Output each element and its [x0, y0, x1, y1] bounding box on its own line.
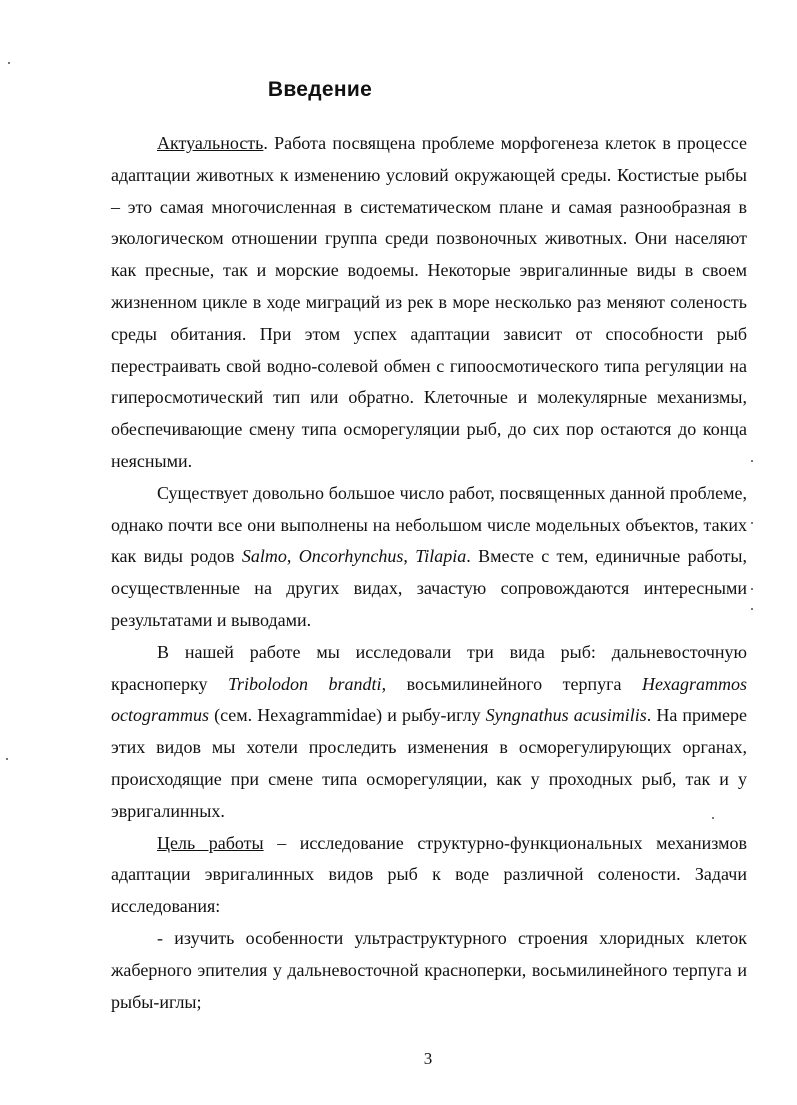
species-text: В нашей работе мы исследовали три вида рыб: дальневосточную красноперку: [111, 641, 747, 694]
page-number: 3: [423, 1049, 433, 1068]
species-text-end: . На примере этих видов мы хотели проследить изменения в осморегулирующих органах, происходящие при смене типа осморегуляции, как у проходных рыб, так и у эвригалинных.: [111, 705, 748, 821]
genus-salmo: Salmo: [241, 546, 287, 567]
paragraph-species: [111, 637, 747, 828]
scan-speck: [6, 758, 8, 760]
page-title: Введение: [267, 78, 373, 101]
body-text: [111, 128, 747, 1018]
scan-speck: [751, 588, 753, 590]
genus-oncorhynchus: Oncorhynchus: [298, 546, 404, 567]
separator: ,: [403, 546, 416, 567]
scan-speck: [8, 62, 10, 64]
scan-speck: [712, 817, 714, 819]
scan-speck: [751, 522, 753, 524]
genus-tilapia: Tilapia: [415, 546, 467, 567]
aim-label: Цель работы: [157, 832, 264, 853]
species-text: , восьмилинейного терпуга: [381, 673, 642, 694]
task-item: - изучить особенности ультраструктурного строения хлоридных клеток жаберного эпителия у дальневосточной красноперки, восьмилинейного терпуга и рыбы-иглы;: [111, 927, 747, 1012]
separator: ,: [286, 546, 299, 567]
paragraph-aim: [111, 828, 747, 923]
scan-speck: [751, 608, 753, 610]
species-tribolodon: Tribolodon brandti: [228, 673, 382, 694]
paragraph-prior-work: [111, 478, 747, 637]
aim-text: – исследование структурно-функциональных механизмов адаптации эвригалинных видов рыб к воде различной солености. Задачи исследования:: [111, 832, 747, 917]
species-hexagrammos: Hexagrammos octogrammus: [111, 673, 747, 726]
species-syngnathus: Syngnathus acusimilis: [485, 705, 647, 726]
prior-work-text: Существует довольно большое число работ, посвященных данной проблеме, однако почти все они выполнены на небольшом числе модельных объектов, таких как виды родов: [111, 482, 747, 567]
paragraph-relevance: [111, 128, 747, 478]
species-text: (сем. Hexagrammidae) и рыбу-иглу: [209, 705, 486, 726]
scan-speck: [751, 460, 753, 462]
relevance-text: . Работа посвящена проблеме морфогенеза клеток в процессе адаптации животных к изменению условий окружающей среды. Костистые рыбы – это самая многочисленная в систематическом плане и самая разнообразная в экологическом отношении группа среди позвоночных животных. Они населяют как пресные, так и морские водоемы. Некоторые эвригалинные виды в своем жизненном цикле в ходе миграций из рек в море несколько раз меняют соленость среды обитания. При этом успех адаптации зависит от способности рыб перестраивать свой водно-солевой обмен с гипоосмотического типа регуляции на гиперосмотический тип или обратно. Клеточные и молекулярные механизмы, обеспечивающие смену типа осморегуляции рыб, до сих пор остаются до конца неясными.: [111, 133, 747, 471]
prior-work-text-end: . Вместе с тем, единичные работы, осуществленные на других видах, зачастую сопровождаются интересными результатами и выводами.: [111, 546, 747, 630]
relevance-label: Актуальность: [157, 133, 264, 153]
